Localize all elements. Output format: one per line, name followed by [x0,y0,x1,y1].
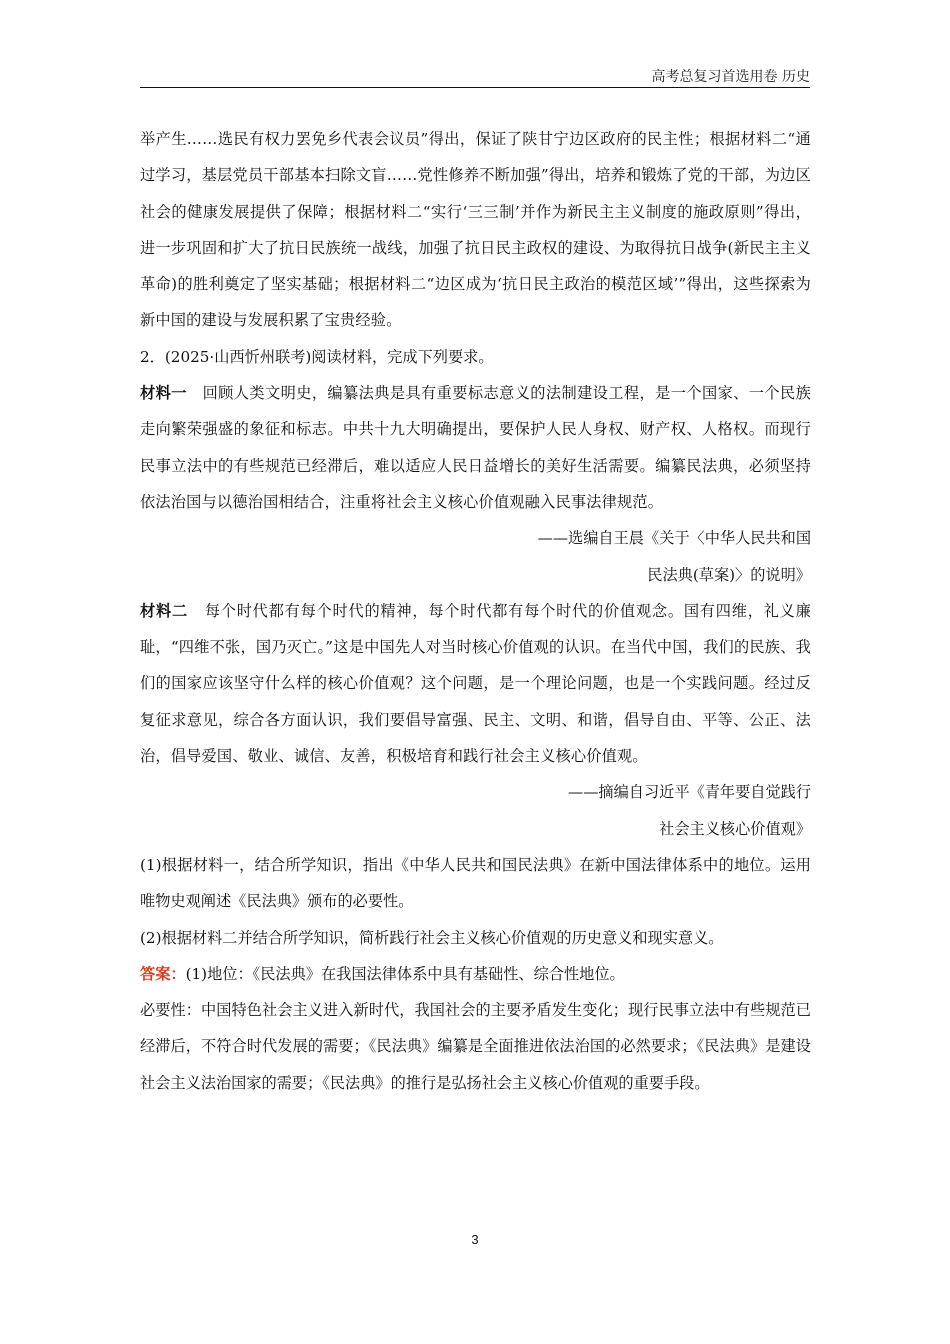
material-1-label: 材料一 [140,384,187,403]
material-2-text: 每个时代都有每个时代的精神，每个时代都有每个时代的价值观念。国有四维，礼义廉耻，“四维不张，国乃灭亡。”这是中国先人对当时核心价值观的认识。在当代中国，我们的民族、我们的国家应该坚守什么样的核心价值观？这个问题，是一个理论问题，也是一个实践问题。经过反复征求意见，综合各方面认识，我们要倡导富强、民主、文明、和谐，倡导自由、平等、公正、法治，倡导爱国、敬业、诚信、友善，积极培育和践行社会主义核心价值观。 [140,601,811,766]
material-2-source-line-1: ——摘编自习近平《青年要自觉践行 [568,783,811,802]
sub-question-1: (1)根据材料一，结合所学知识，指出《中华人民共和国民法典》在新中国法律体系中的地位。运用唯物史观阐述《民法典》颁布的必要性。 [140,855,811,911]
question-heading: 2．(2025·山西忻州联考)阅读材料，完成下列要求。 [140,347,494,366]
answer-label: 答案： [140,964,186,983]
material-1-text: 回顾人类文明史，编纂法典是具有重要标志意义的法制建设工程，是一个国家、一个民族走向繁荣强盛的象征和标志。中共十九大明确提出，要保护人民人身权、财产权、人格权。而现行民事立法中的有些规范已经滞后，难以适应人民日益增长的美好生活需要。编纂民法典，必须坚持依法治国与以德治国相结合，注重将社会主义核心价值观融入民事法律规范。 [140,384,811,511]
running-header: 高考总复习首选用卷 历史 [651,69,810,85]
material-1-source-line-1: ——选编自王晨《关于〈中华人民共和国 [537,529,811,548]
page-number: 3 [471,1232,479,1247]
material-1-source-line-2: 民法典(草案)〉的说明》 [647,565,811,584]
answer-necessity: 必要性：中国特色社会主义进入新时代，我国社会的主要矛盾发生变化；现行民事立法中有些规范已经滞后，不符合时代发展的需要；《民法典》编纂是全面推进依法治国的必然要求；《民法典》是建设社会主义法治国家的需要；《民法典》的推行是弘扬社会主义核心价值观的重要手段。 [140,1001,811,1092]
header-rule [140,87,810,88]
answer-line-1 [140,956,811,992]
page-content [140,121,811,1101]
material-2-label: 材料二 [140,601,188,620]
sub-question-2: (2)根据材料二并结合所学知识，简析践行社会主义核心价值观的历史意义和现实意义。 [140,928,724,947]
material-2 [140,593,811,774]
material-1 [140,375,811,520]
answer-text-1: (1)地位：《民法典》在我国法律体系中具有基础性、综合性地位。 [185,964,625,983]
intro-paragraph: 举产生……选民有权力罢免乡代表会议员”得出，保证了陕甘宁边区政府的民主性；根据材料二“通过学习，基层党员干部基本扫除文盲……党性修养不断加强”得出，培养和锻炼了党的干部，为边区社会的健康发展提供了保障；根据材料二“实行‘三三制’并作为新民主主义制度的施政原则”得出，进一步巩固和扩大了抗日民族统一战线，加强了抗日民主政权的建设、为取得抗日战争(新民主主义革命)的胜利奠定了坚实基础；根据材料二“边区成为‘抗日民主政治的模范区域’”得出，这些探索为新中国的建设与发展积累了宝贵经验。 [140,130,811,330]
material-2-source-line-2: 社会主义核心价值观》 [659,819,811,838]
